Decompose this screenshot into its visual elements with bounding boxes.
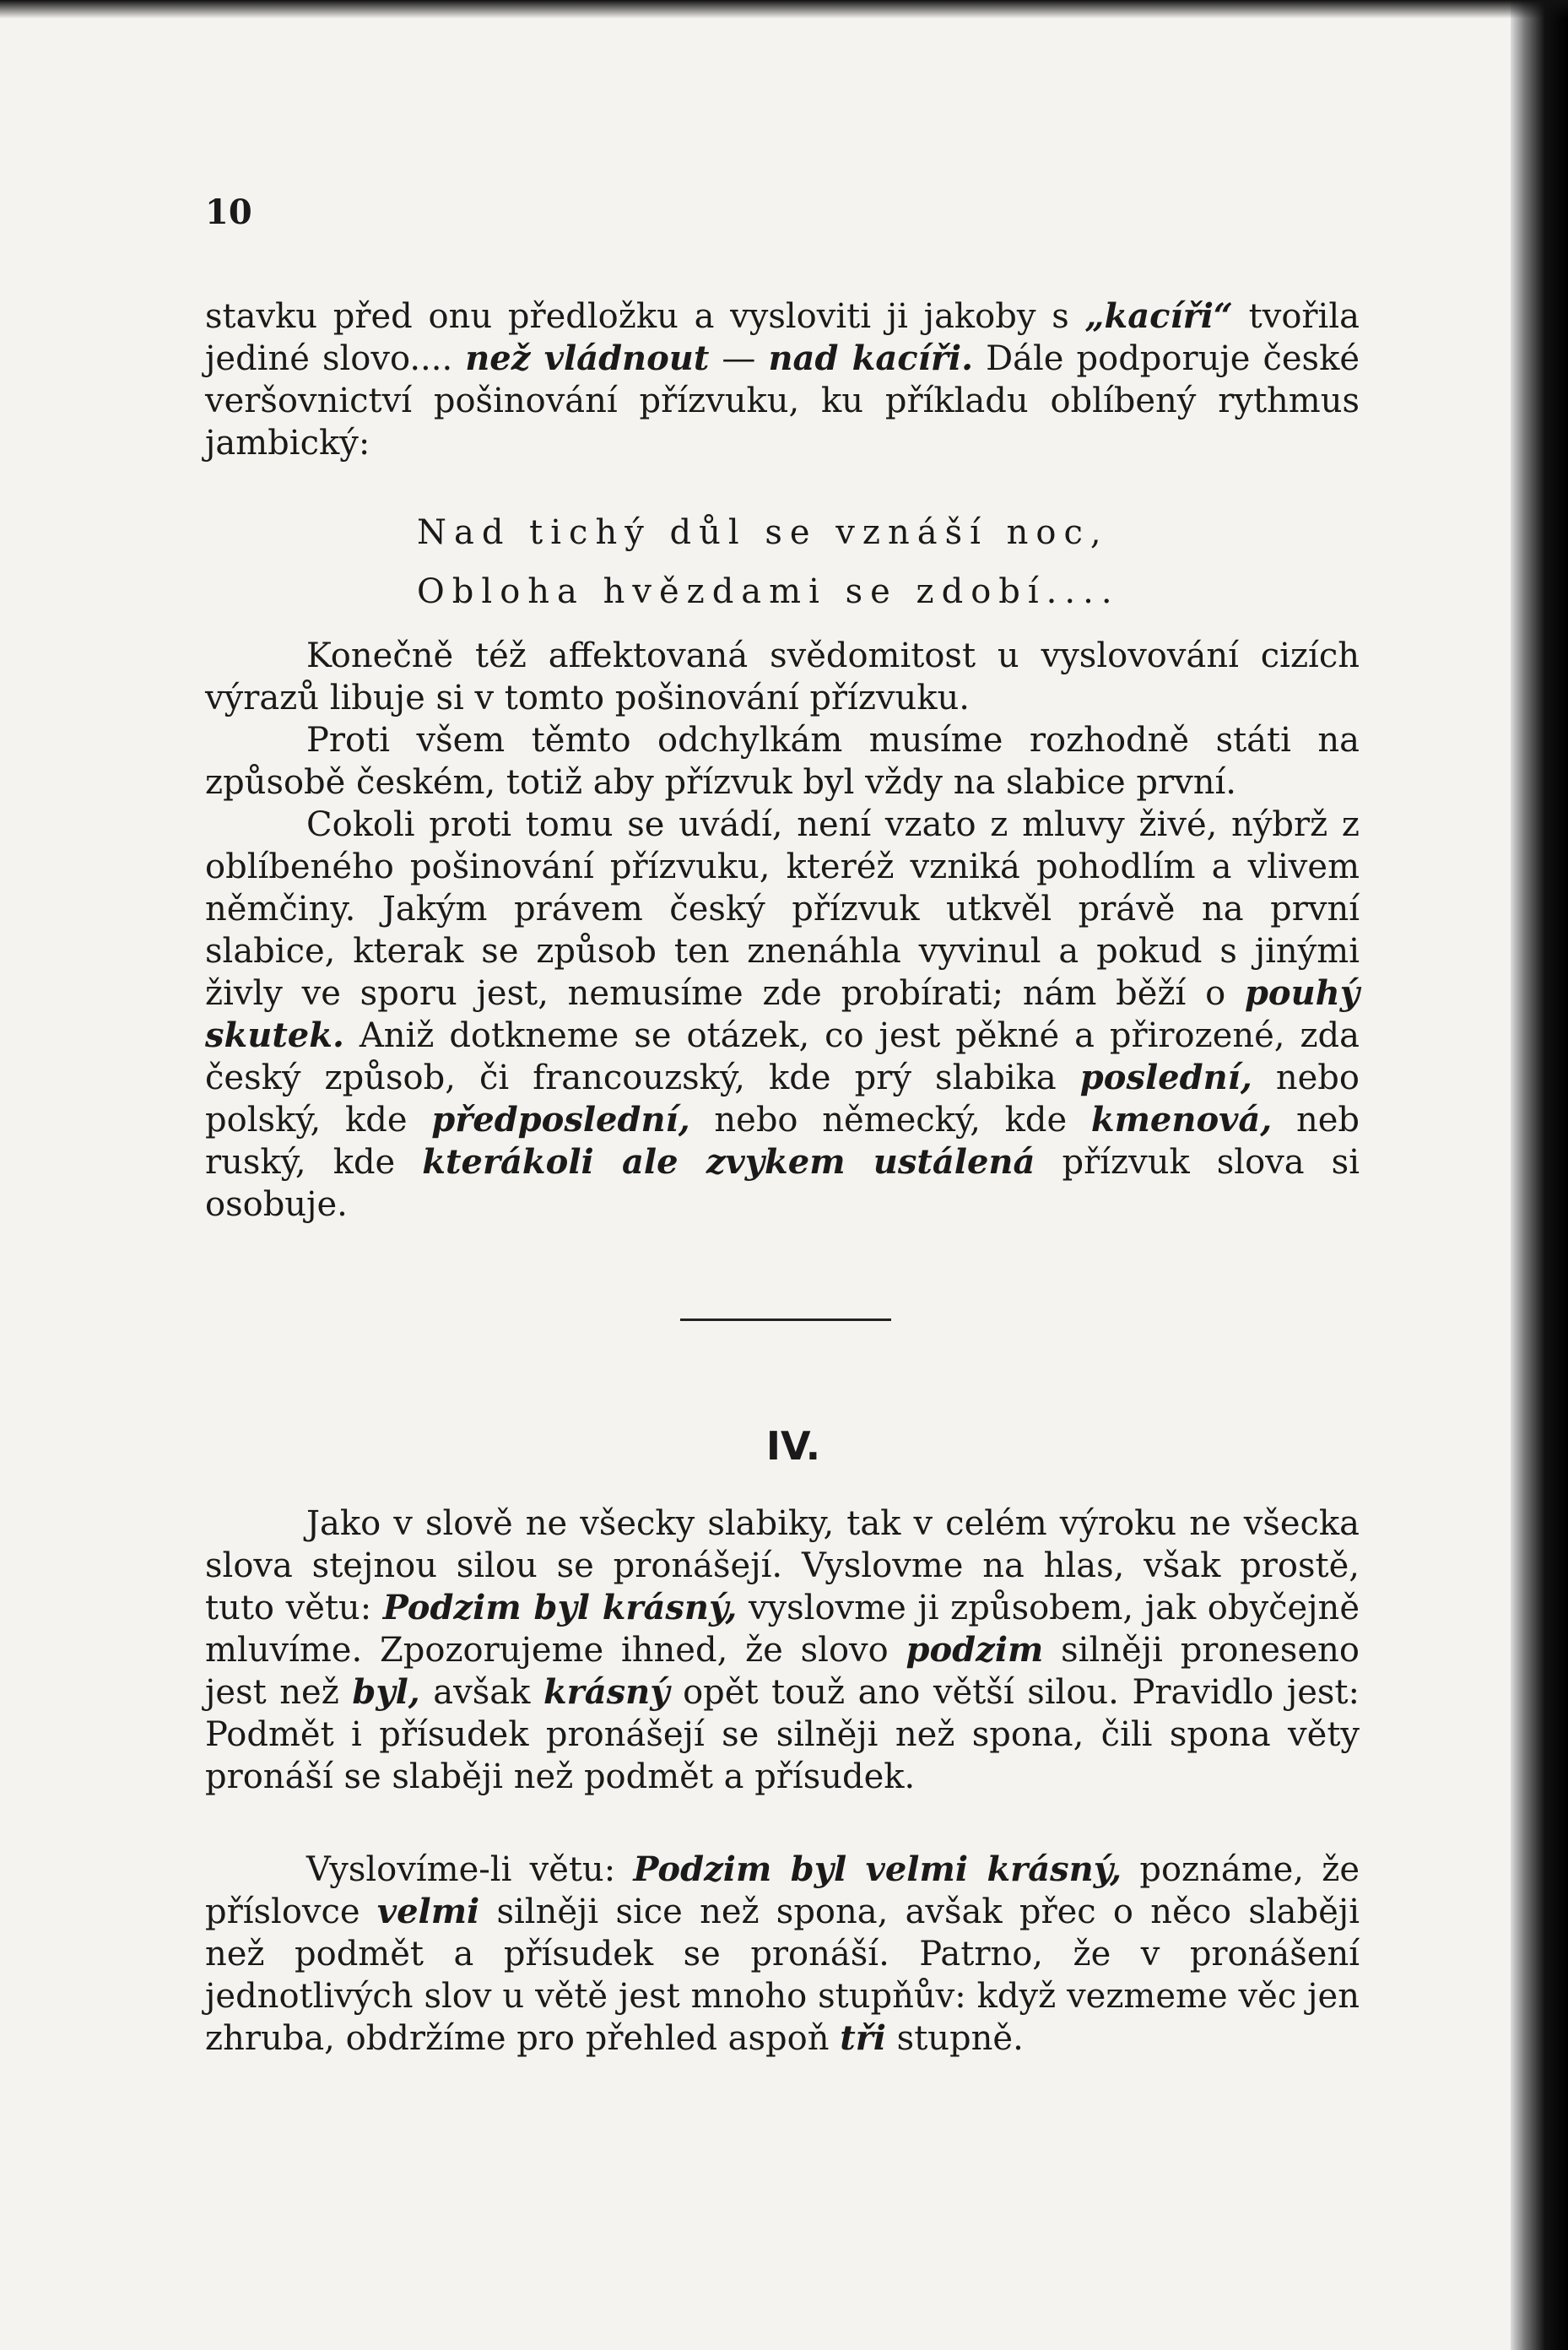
emphasis: podzim xyxy=(906,1630,1044,1670)
emphasis: krásný xyxy=(543,1672,670,1712)
text-run: Jako v slově ne všecky slabiky, tak v celém výroku ne všecka slova stejnou silou se pronášejí. Vyslovme na hlas, však prostě, tuto větu: xyxy=(205,1504,1360,1627)
emphasis: nad kacíři. xyxy=(768,338,974,378)
section-heading: IV. xyxy=(765,1423,821,1469)
text-run: přízvuk slova si osobuje. xyxy=(205,1143,1360,1224)
emphasis: poslední, xyxy=(1079,1058,1252,1097)
emphasis: předposlední, xyxy=(431,1100,690,1140)
text-run: stavku před onu předložku a vysloviti ji jakoby s xyxy=(205,297,1085,336)
emphasis: kterákoli ale zvykem ustálená xyxy=(422,1142,1035,1182)
emphasis: pouhý skutek. xyxy=(205,973,1360,1055)
text-block-middle xyxy=(205,635,1360,1226)
binding-shadow xyxy=(1511,0,1568,2350)
paragraph-proti-vsem: Proti všem těmto odchylkám musíme rozhodně státi na způsobě českém, totiž aby přízvuk byl vždy na slabice první. xyxy=(205,721,1360,802)
paragraph-cokoli xyxy=(205,804,1360,1226)
verse-line-1: Nad tichý důl se vznáší noc, xyxy=(417,513,1109,552)
emphasis: Podzim byl krásný, xyxy=(382,1588,738,1627)
text-run: — xyxy=(709,339,769,378)
emphasis: byl, xyxy=(352,1672,420,1712)
scan-edge-shadow xyxy=(0,0,1568,19)
text-block-upper xyxy=(205,295,1360,464)
emphasis: Podzim byl velmi krásný, xyxy=(633,1849,1122,1889)
paragraph-continuation xyxy=(205,295,1360,464)
emphasis: než vládnout xyxy=(465,338,710,378)
text-run: Vyslovíme-li větu: xyxy=(306,1850,634,1889)
text-run: stupně. xyxy=(885,2019,1024,2058)
text-block-lower xyxy=(205,1849,1360,2060)
text-run: poznáme, že příslovce xyxy=(205,1850,1360,1931)
text-run: opět touž ano větší silou. Pravidlo jest: Podmět i přísudek pronášejí se silněji než spona, čili spona věty pronáší se slaběji než podmět a přísudek. xyxy=(205,1673,1360,1796)
text-run: avšak xyxy=(419,1673,543,1712)
text-run: Dále podporuje české veršovnictví pošinování přízvuku, ku příkladu oblíbený rythmus jambický: xyxy=(205,339,1360,463)
text-block-section-iv xyxy=(205,1503,1360,1798)
text-run: silněji proneseno jest než xyxy=(205,1631,1360,1712)
paragraph-affektovana: Konečně též affektovaná svědomitost u vyslovování cizích výrazů libuje si v tomto pošinování přízvuku. xyxy=(205,636,1360,717)
text-run: tvořila jediné slovo.... xyxy=(205,297,1360,378)
text-run: Aniž dotkneme se otázek, co jest pěkné a přirozené, zda český způsob, či francouzský, kde prý slabika xyxy=(205,1016,1360,1097)
text-run: silněji sice než spona, avšak přec o něco slaběji než podmět a přísudek se pronáší. Patrno, že v pronášení jednotlivých slov u větě jest mnoho stupňův: když vezmeme věc jen zhruba, obdržíme pro přehled aspoň xyxy=(205,1892,1360,2058)
text-run: nebo německý, kde xyxy=(689,1101,1091,1140)
page-number: 10 xyxy=(205,192,252,232)
emphasis: tři xyxy=(840,2018,886,2058)
text-run: vyslovme ji způsobem, jak obyčejně mluvíme. Zpozorujeme ihned, že slovo xyxy=(205,1589,1360,1670)
paragraph-jako-v-slove xyxy=(205,1503,1360,1798)
text-run: Cokoli proti tomu se uvádí, není vzato z mluvy živé, nýbrž z oblíbeného pošinování přízvuku, kteréž vzniká pohodlím a vlivem němčiny. Jakým právem český přízvuk utkvěl právě na první slabice, kterak se způsob ten znenáhla vyvinul a pokud s jinými živly ve sporu jest, nemusíme zde probírati; nám běží o xyxy=(205,805,1360,1013)
section-divider xyxy=(680,1318,891,1321)
emphasis: „kacíři“ xyxy=(1084,296,1233,336)
emphasis: kmenová, xyxy=(1090,1100,1273,1140)
text-run: neb ruský, kde xyxy=(205,1101,1360,1182)
paragraph-vyslovime-li xyxy=(205,1849,1360,2060)
verse-line-2: Obloha hvězdami se zdobí.... xyxy=(417,572,1120,611)
text-run: nebo polský, kde xyxy=(205,1059,1360,1140)
emphasis: velmi xyxy=(376,1892,480,1931)
